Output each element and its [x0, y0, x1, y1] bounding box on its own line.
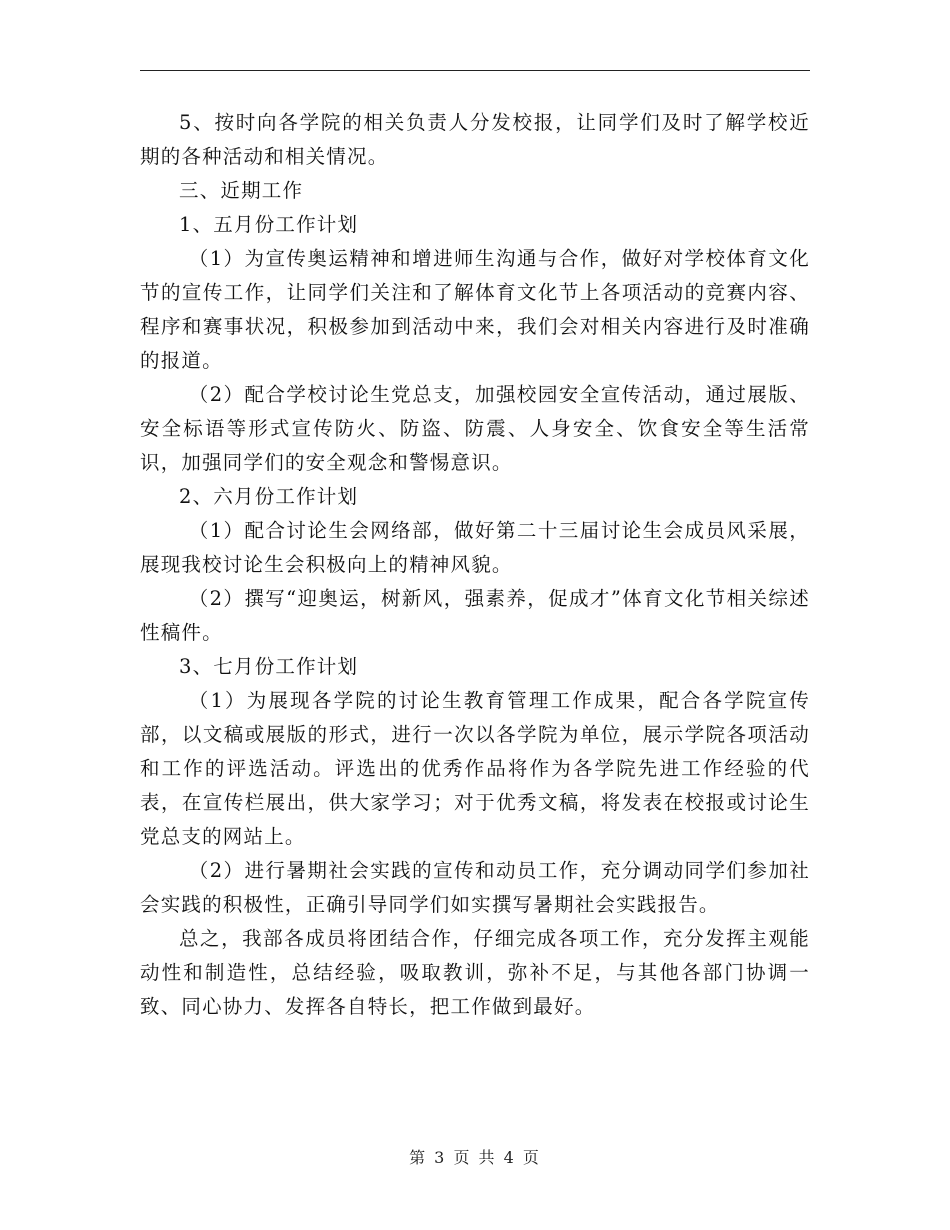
section-heading-recent-work: 三、近期工作: [179, 179, 304, 202]
paragraph-june-item-2: （2）撰写“迎奥运，树新风，强素养，促成才”体育文化节相关综述性稿件。: [140, 587, 810, 644]
document-body: [140, 106, 810, 1024]
paragraph-july-item-1: （1）为展现各学院的讨论生教育管理工作成果，配合各学院宣传部，以文稿或展版的形式，进行一次以各学院为单位，展示学院各项活动和工作的评选活动。评选出的优秀作品将作为各学院先进工作经验的代表，在宣传栏展出，供大家学习；对于优秀文稿，将发表在校报或讨论生党总支的网站上。: [140, 689, 810, 848]
subheading-june-plan: 2、六月份工作计划: [179, 485, 359, 508]
page-number-footer: 第 3 页 共 4 页: [409, 1148, 541, 1167]
paragraph-conclusion: 总之，我部各成员将团结合作，仔细完成各项工作，充分发挥主观能动性和制造性，总结经验，吸取教训，弥补不足，与其他各部门协调一致、同心协力、发挥各自特长，把工作做到最好。: [140, 927, 810, 1018]
paragraph-may-item-1: （1）为宣传奥运精神和增进师生沟通与合作，做好对学校体育文化节的宣传工作，让同学们关注和了解体育文化节上各项活动的竞赛内容、程序和赛事状况，积极参加到活动中来，我们会对相关内容进行及时准确的报道。: [140, 247, 810, 372]
header-rule: [140, 70, 810, 71]
paragraph-may-item-2: （2）配合学校讨论生党总支，加强校园安全宣传活动，通过展版、安全标语等形式宣传防火、防盗、防震、人身安全、饮食安全等生活常识，加强同学们的安全观念和警惕意识。: [140, 383, 810, 474]
paragraph-june-item-1: （1）配合讨论生会网络部，做好第二十三届讨论生会成员风采展，展现我校讨论生会积极向上的精神风貌。: [140, 519, 810, 576]
paragraph-july-item-2: （2）进行暑期社会实践的宣传和动员工作，充分调动同学们参加社会实践的积极性，正确引导同学们如实撰写暑期社会实践报告。: [140, 859, 810, 916]
subheading-may-plan: 1、五月份工作计划: [179, 213, 359, 236]
paragraph-distribute-newspaper: 5、按时向各学院的相关负责人分发校报，让同学们及时了解学校近期的各种活动和相关情况。: [140, 111, 810, 168]
subheading-july-plan: 3、七月份工作计划: [179, 655, 359, 678]
